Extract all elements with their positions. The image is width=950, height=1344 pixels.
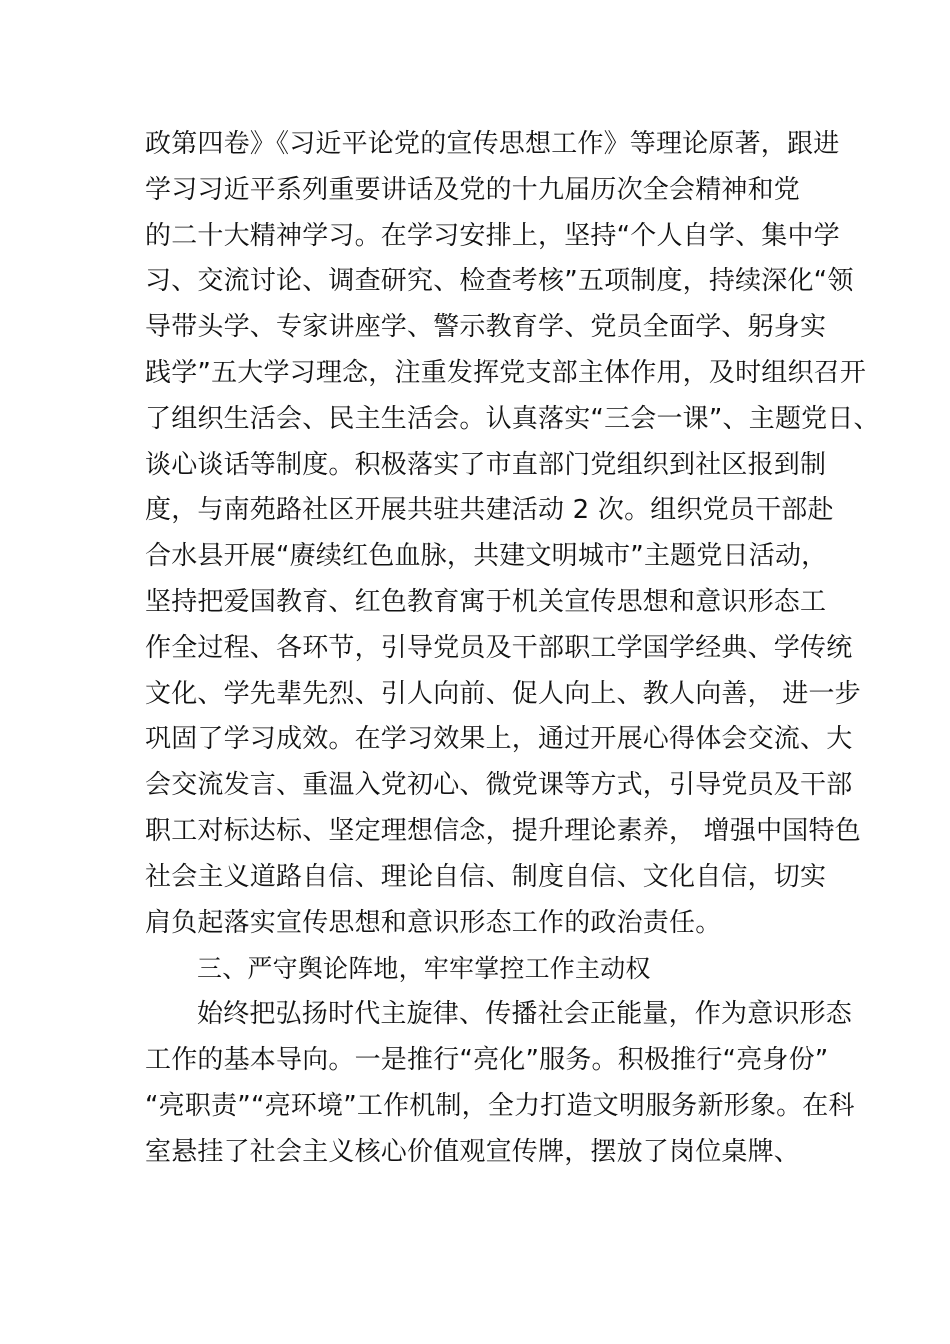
body-line: 谈心谈话等制度。积极落实了市直部门党组织到社区报到制 — [145, 449, 827, 480]
body-line: 会交流发言、重温入党初心、微党课等方式，引导党员及干部 — [145, 770, 853, 801]
body-line: 了组织生活会、民主生活会。认真落实“三会一课”、主题党日、 — [145, 403, 880, 434]
body-line: 社会主义道路自信、理论自信、制度自信、文化自信，切实 — [145, 861, 827, 892]
paragraph-first-line: 始终把弘扬时代主旋律、传播社会正能量，作为意识形态 — [197, 999, 853, 1030]
body-line: 政第四卷》《习近平论党的宣传思想工作》等理论原著，跟进 — [145, 129, 840, 159]
body-line: 职工对标达标、坚定理想信念，提升理论素养， 增强中国特色 — [145, 815, 861, 846]
body-line: 学习习近平系列重要讲话及党的十九届历次全会精神和党 — [145, 174, 801, 205]
body-line: 合水县开展“赓续红色血脉，共建文明城市”主题党日活动， — [145, 541, 828, 572]
section-heading: 三、严守舆论阵地，牢牢掌控工作主动权 — [197, 954, 651, 984]
body-line: 肩负起落实宣传思想和意识形态工作的政治责任。 — [145, 907, 722, 938]
body-line: 导带头学、专家讲座学、警示教育学、党员全面学、躬身实 — [145, 312, 827, 343]
body-line: 文化、学先辈先烈、引人向前、促人向上、教人向善， 进一步 — [145, 678, 861, 709]
body-line: “亮职责”“亮环境”工作机制，全力打造文明服务新形象。在科 — [145, 1090, 855, 1121]
body-line: 室悬挂了社会主义核心价值观宣传牌，摆放了岗位桌牌、 — [145, 1136, 801, 1167]
body-line: 的二十大精神学习。在学习安排上，坚持“个人自学、集中学 — [145, 220, 840, 251]
body-line: 践学”五大学习理念，注重发挥党支部主体作用，及时组织召开 — [145, 357, 867, 388]
body-line: 坚持把爱国教育、红色教育寓于机关宣传思想和意识形态工 — [145, 586, 827, 617]
body-line: 巩固了学习成效。在学习效果上，通过开展心得体会交流、大 — [145, 724, 853, 755]
body-line: 度，与南苑路社区开展共驻共建活动 2 次。组织党员干部赴 — [145, 495, 834, 526]
body-line: 作全过程、各环节，引导党员及干部职工学国学经典、学传统 — [145, 632, 853, 663]
document-body — [145, 122, 880, 1175]
body-line: 习、交流讨论、调查研究、检查考核”五项制度，持续深化“领 — [145, 266, 854, 297]
body-line: 工作的基本导向。一是推行“亮化”服务。积极推行“亮身份” — [145, 1044, 829, 1075]
